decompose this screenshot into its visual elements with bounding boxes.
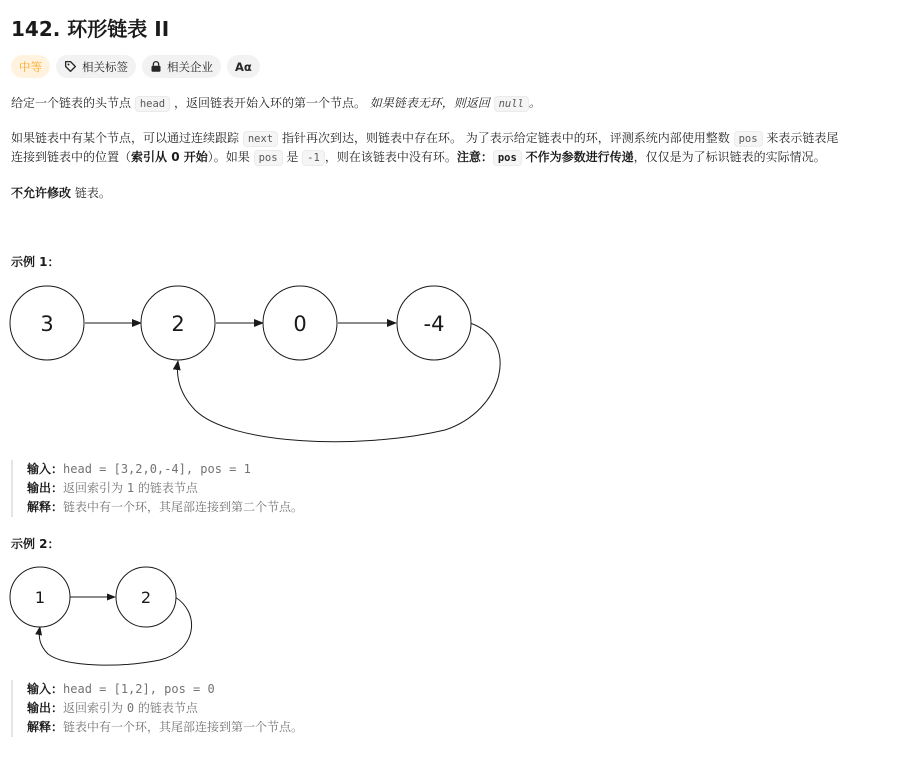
code-pos: pos [493, 150, 522, 166]
desc-text: 连接到链表中的位置（ [11, 150, 132, 164]
desc-text: 来表示链表尾 [762, 131, 839, 145]
desc-text: ，则在该链表中没有环。 [324, 150, 457, 164]
node [397, 286, 471, 360]
font-toggle-button[interactable]: Aα [227, 55, 260, 78]
description-line-3 [11, 146, 826, 169]
code-pos: pos [254, 150, 283, 166]
code-null: null [494, 96, 529, 112]
example-1-diagram [0, 280, 520, 450]
example-input: 输入：head = [3,2,0,-4], pos = 1 [27, 462, 251, 476]
problem-title: 142. 环形链表 II [11, 17, 170, 41]
example-explanation: 解释：链表中有一个环，其尾部连接到第一个节点。 [27, 720, 304, 734]
svg-text:0: 0 [293, 312, 307, 336]
svg-text:-4: -4 [423, 312, 445, 336]
related-tags-button[interactable] [56, 55, 136, 78]
example-2-io-block [11, 680, 303, 737]
example-2-diagram [0, 562, 220, 672]
desc-bold: 索引从 0 开始 [131, 150, 208, 164]
description-line-4 [11, 182, 111, 204]
desc-text: 如果链表中有某个节点，可以通过连续跟踪 [11, 131, 243, 145]
desc-text: 链表。 [71, 186, 111, 200]
node [10, 567, 70, 627]
svg-text:2: 2 [140, 588, 152, 607]
tag-icon [64, 60, 77, 73]
related-tags-label: 相关标签 [82, 59, 128, 74]
node [263, 286, 337, 360]
desc-bold: 不作为参数进行传递 [525, 150, 634, 164]
desc-bold: 注意： [456, 150, 493, 164]
tag-bar [11, 55, 260, 78]
related-companies-button[interactable] [142, 55, 221, 78]
example-2-heading: 示例 2： [11, 537, 60, 551]
example-output: 输出：返回索引为 0 的链表节点 [27, 701, 198, 715]
desc-text: 是 [282, 150, 303, 164]
description-line-1 [11, 92, 541, 115]
node [116, 567, 176, 627]
desc-text: ，仅仅是为了标识链表的实际情况。 [633, 150, 826, 164]
code-head: head [135, 96, 170, 112]
desc-text: 指针再次到达，则链表中存在环。 为了表示给定链表中的环，评测系统内部使用整数 [278, 131, 734, 145]
example-1-io-block [11, 460, 303, 517]
desc-text: 给定一个链表的头节点 [11, 96, 135, 110]
desc-emphasis: 如果链表无环，则返回 null 。 [369, 96, 541, 110]
desc-bold: 不允许修改 [11, 186, 72, 200]
svg-text:2: 2 [171, 312, 185, 336]
code-pos: pos [734, 131, 763, 147]
example-output: 输出：返回索引为 1 的链表节点 [27, 481, 198, 495]
code-minus-one: -1 [302, 150, 325, 166]
example-input: 输入：head = [1,2], pos = 0 [27, 682, 215, 696]
example-explanation: 解释：链表中有一个环，其尾部连接到第二个节点。 [27, 500, 304, 514]
node [10, 286, 84, 360]
svg-text:3: 3 [40, 312, 54, 336]
example-1-heading: 示例 1： [11, 255, 60, 269]
node [141, 286, 215, 360]
difficulty-badge[interactable]: 中等 [11, 55, 50, 78]
code-next: next [243, 131, 278, 147]
desc-text: ）。如果 [207, 150, 254, 164]
desc-text: ，返回链表开始入环的第一个节点。 [170, 96, 370, 110]
svg-text:1: 1 [34, 588, 46, 607]
related-companies-label: 相关企业 [167, 59, 213, 74]
lock-icon [150, 60, 162, 73]
